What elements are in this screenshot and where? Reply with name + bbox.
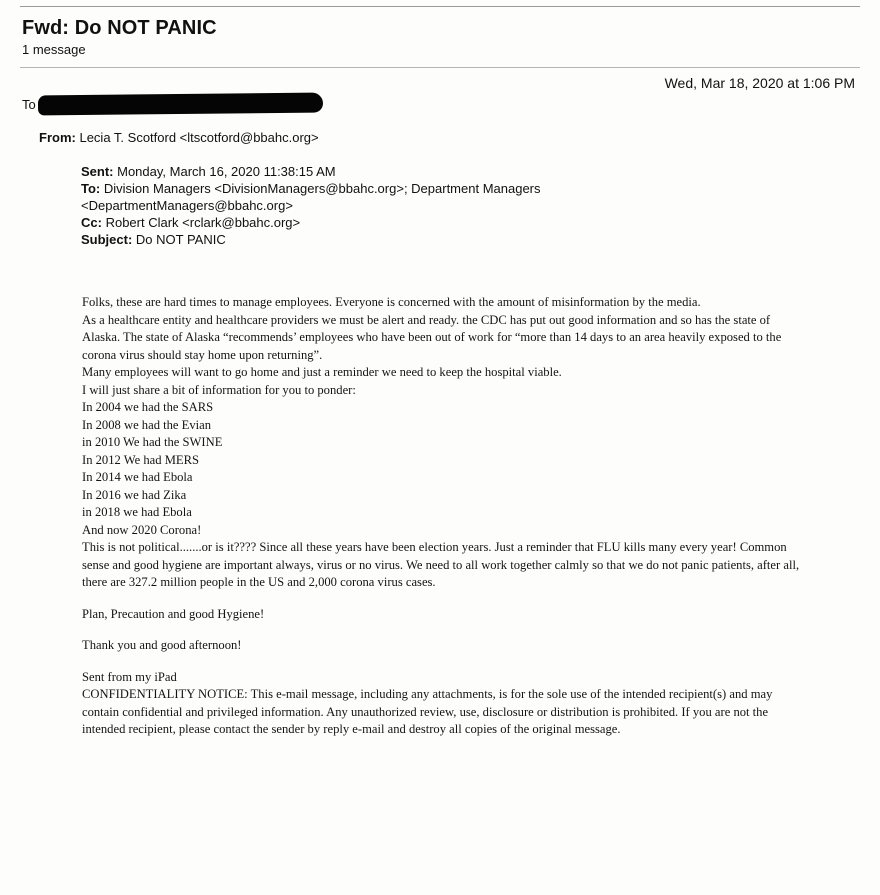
- year-list-item: In 2004 we had the SARS: [82, 400, 214, 414]
- cc-label: Cc:: [81, 215, 102, 230]
- fwd-to-label: To:: [81, 181, 101, 196]
- year-list-item: in 2010 We had the SWINE: [82, 435, 223, 449]
- from-value: Lecia T. Scotford <ltscotford@bbahc.org>: [79, 130, 319, 145]
- fwd-subject-label: Subject:: [81, 232, 133, 247]
- fwd-to-line-continued: <DepartmentManagers@bbahc.org>: [81, 198, 293, 213]
- sent-label: Sent:: [81, 164, 114, 179]
- body-paragraph: Folks, these are hard times to manage employees. Everyone is concerned with the amount of misinformation by the media.: [82, 295, 701, 309]
- body-paragraph: As a healthcare entity and healthcare providers we must be alert and ready. the CDC has put out good information and so has the state of Alaska. The state of Alaska “recommends’ employees who have been out of work for “more than 14 days to an area heavily exposed to the corona virus should stay home upon returning”.: [82, 312, 782, 362]
- closing-line: Plan, Precaution and good Hygiene!: [82, 606, 265, 621]
- body-paragraph: I will just share a bit of information for you to ponder:: [82, 382, 356, 397]
- email-date: Wed, Mar 18, 2020 at 1:06 PM: [664, 75, 855, 91]
- header-divider: [20, 67, 860, 68]
- cc-value: Robert Clark <rclark@bbahc.org>: [105, 215, 301, 230]
- year-list-item: in 2018 we had Ebola: [82, 505, 192, 519]
- spacer: [82, 623, 802, 637]
- year-list-item: In 2016 we had Zika: [82, 487, 187, 502]
- confidentiality-notice: CONFIDENTIALITY NOTICE: This e-mail message, including any attachments, is for the sole use of the intended recipient(s) and may contain confidential and privileged information. Any unauthorized review, use, disclosure or distribution is prohibited. If you are not the intended recipient, please contact the sender by reply e-mail and destroy all copies of the original message.: [82, 687, 773, 736]
- body-paragraph: Many employees will want to go home and just a reminder we need to keep the hospital viable.: [82, 365, 562, 379]
- email-subject-title: Fwd: Do NOT PANIC: [22, 17, 217, 39]
- signature: Sent from my iPad: [82, 669, 177, 684]
- fwd-to-value: Division Managers <DivisionManagers@bbahc.org>; Department Managers: [103, 181, 541, 196]
- closing-line: Thank you and good afternoon!: [82, 638, 242, 652]
- fwd-subject-value: Do NOT PANIC: [135, 232, 226, 247]
- sent-value: Monday, March 16, 2020 11:38:15 AM: [117, 164, 336, 179]
- spacer: [82, 655, 802, 669]
- to-line: [22, 94, 323, 114]
- cc-line: [81, 214, 641, 231]
- from-line: [39, 130, 319, 145]
- email-body: [82, 294, 802, 739]
- to-label: To: [22, 96, 36, 112]
- sent-line: [81, 163, 641, 180]
- redaction-mark: [38, 93, 323, 116]
- message-count: 1 message: [22, 42, 86, 57]
- forwarded-headers: [81, 163, 641, 248]
- from-label: From:: [39, 130, 76, 145]
- year-list-item: In 2014 we had Ebola: [82, 470, 193, 484]
- body-paragraph: This is not political.......or is it???? Since all these years have been election years. Just a reminder that FLU kills many every year! Common sense and good hygiene are important always, virus or no virus. We need to all work together calmly so that we do not panic patients, after all, there are 327.2 million people in the US and 2,000 corona virus cases.: [82, 540, 800, 589]
- year-list-item: In 2008 we had the Evian: [82, 417, 212, 432]
- fwd-to-line: [81, 180, 641, 197]
- top-divider: [20, 6, 860, 7]
- fwd-subject-line: [81, 231, 641, 248]
- year-list-item: In 2012 We had MERS: [82, 452, 199, 467]
- year-list-item: And now 2020 Corona!: [82, 522, 202, 537]
- spacer: [82, 592, 802, 606]
